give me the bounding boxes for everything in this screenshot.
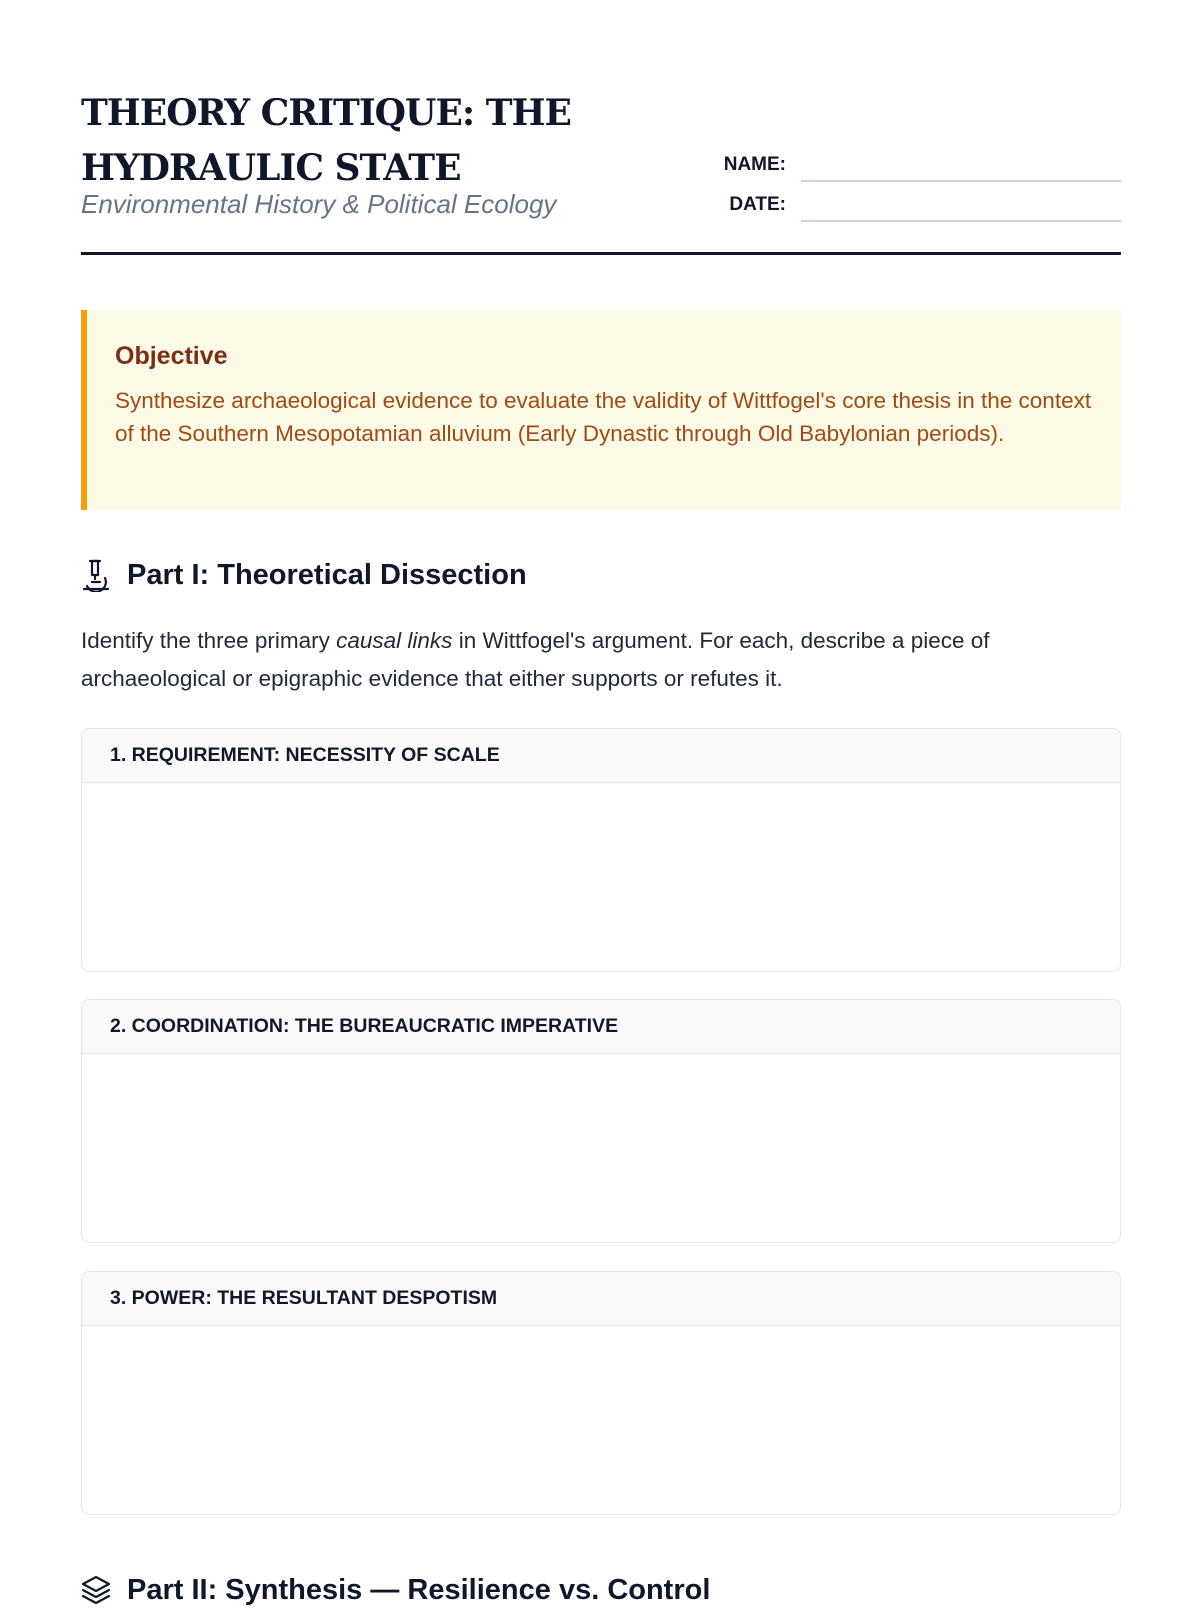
answer-box-coordination[interactable] bbox=[81, 999, 1121, 1243]
answer-area[interactable] bbox=[82, 1054, 1120, 1241]
answer-area[interactable] bbox=[82, 783, 1120, 970]
answer-box-power[interactable] bbox=[81, 1271, 1121, 1515]
answer-box-label: 2. COORDINATION: THE BUREAUCRATIC IMPERATIVE bbox=[82, 1000, 1120, 1054]
page-subtitle: Environmental History & Political Ecology bbox=[81, 189, 557, 219]
worksheet-header bbox=[81, 86, 1121, 256]
layers-icon bbox=[81, 1573, 111, 1607]
date-input-line[interactable] bbox=[801, 220, 1121, 222]
part1-heading bbox=[81, 553, 527, 597]
answer-box-label: 1. REQUIREMENT: NECESSITY OF SCALE bbox=[82, 729, 1120, 783]
part1-title: Part I: Theoretical Dissection bbox=[127, 558, 527, 591]
intro-text: Identify the three primary bbox=[81, 628, 337, 653]
objective-title: Objective bbox=[115, 342, 228, 370]
part1-instructions bbox=[81, 622, 1121, 698]
header-divider bbox=[81, 252, 1121, 255]
objective-callout bbox=[81, 310, 1121, 510]
date-field[interactable] bbox=[719, 182, 1121, 222]
answer-area[interactable] bbox=[82, 1326, 1120, 1513]
part2-title: Part II: Synthesis — Resilience vs. Control bbox=[127, 1573, 711, 1606]
objective-text: Synthesize archaeological evidence to evaluate the validity of Wittfogel's core thesis in the context of the Southern Mesopotamian alluvium (Early Dynastic through Old Babylonian periods). bbox=[115, 388, 1092, 446]
page-title: THEORY CRITIQUE: THE HYDRAULIC STATE bbox=[81, 92, 571, 189]
answer-box-requirement[interactable] bbox=[81, 728, 1121, 972]
intro-emphasis: causal links bbox=[336, 628, 453, 653]
microscope-icon bbox=[81, 558, 111, 592]
name-field[interactable] bbox=[719, 142, 1121, 182]
date-label: DATE: bbox=[729, 194, 786, 215]
intro-text-rest: in Wittfogel's argument. For each, describe a piece of archaeological or epigraphic evidence that either supports or refutes it. bbox=[81, 628, 990, 691]
answer-box-label: 3. POWER: THE RESULTANT DESPOTISM bbox=[82, 1272, 1120, 1326]
name-label: NAME: bbox=[723, 154, 786, 175]
part2-heading bbox=[81, 1568, 710, 1612]
